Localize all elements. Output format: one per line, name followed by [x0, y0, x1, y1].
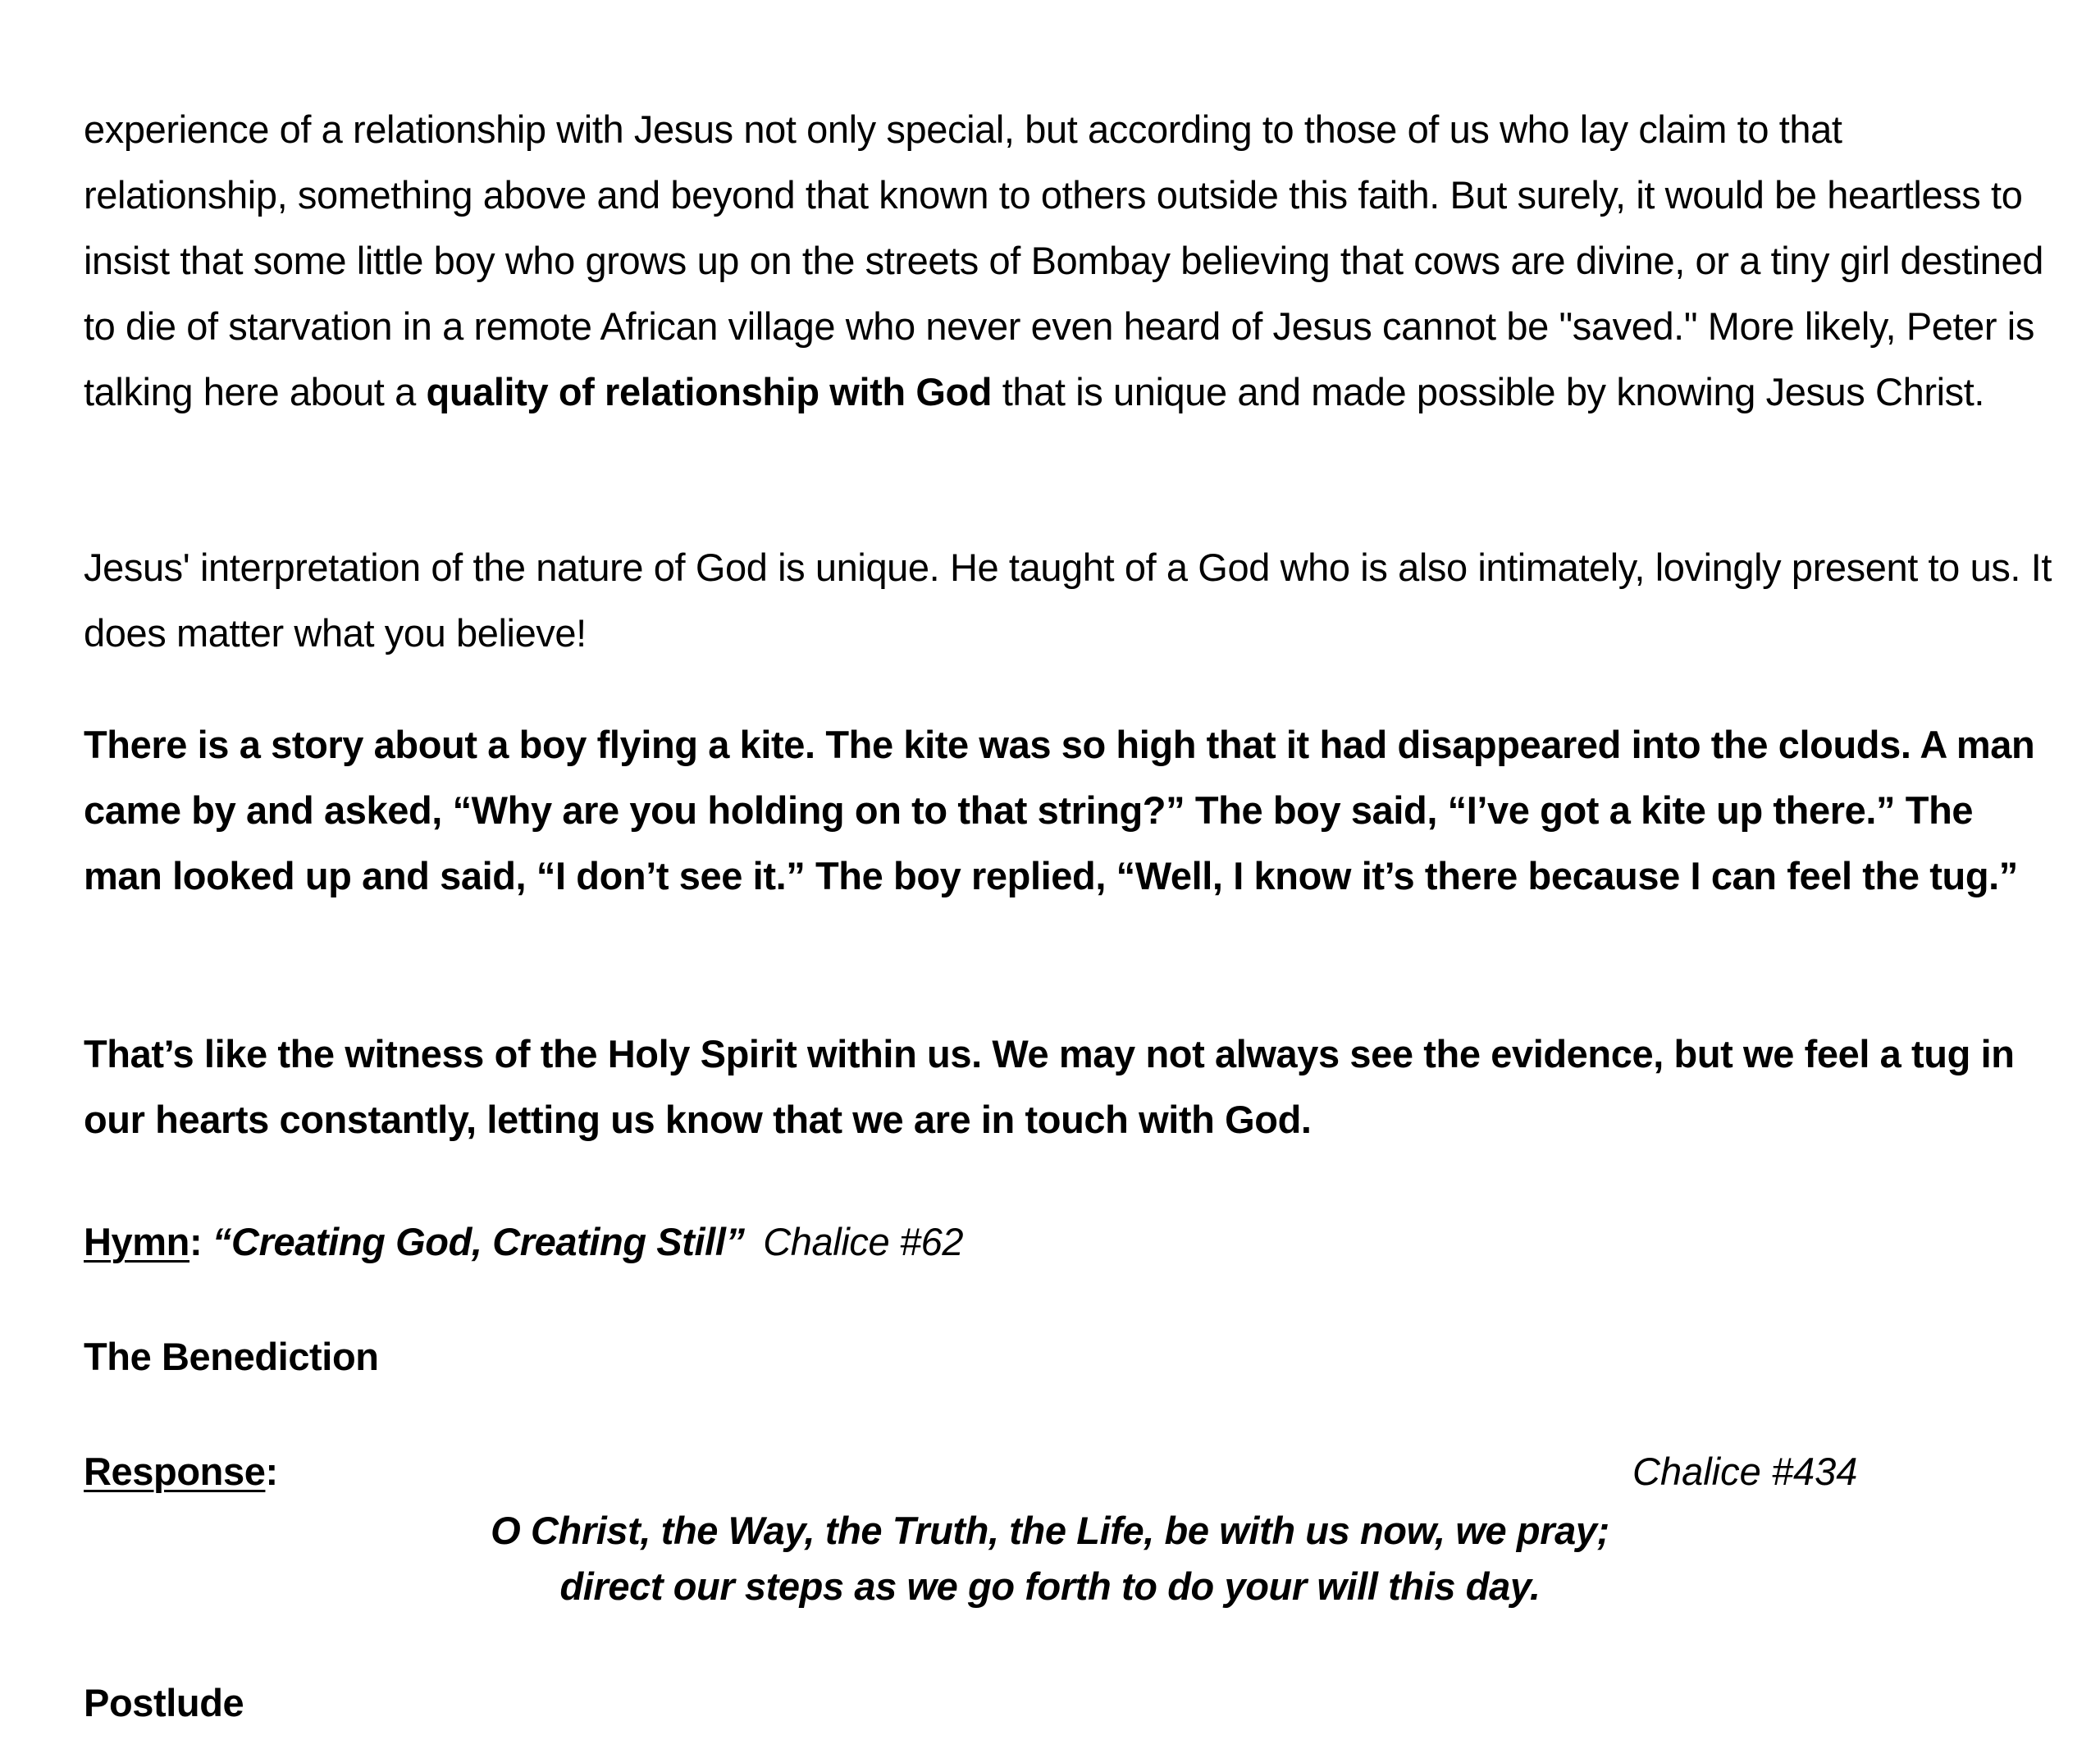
paragraph-holy-spirit — [84, 1021, 2052, 1153]
hymn-label: Hymn — [84, 1220, 189, 1263]
paragraph-relationship-bold: quality of relationship with God — [426, 370, 993, 413]
paragraph-relationship-end: that is unique and made possible by knowing Jesus Christ. — [992, 370, 1985, 413]
response-colon: : — [265, 1450, 278, 1493]
hymn-line — [84, 1217, 963, 1267]
hymn-colon: : — [189, 1220, 203, 1263]
paragraph-kite-story-text: There is a story about a boy flying a kite. The kite was so high that it had disappeared into the clouds. A man came by and asked, “Why are you holding on to that string?” The boy said, “I’ve got a kite up there.” The man looked up and said, “I don’t see it.” The boy replied, “Well, I know it’s there because I can feel the tug.” — [84, 723, 2035, 897]
paragraph-nature-of-god-text: Jesus' interpretation of the nature of God is unique. He taught of a God who is also intimately, lovingly present to us. It does matter what you believe! — [84, 546, 2052, 655]
paragraph-kite-story — [84, 712, 2052, 909]
response-reference: Chalice #434 — [1632, 1450, 1858, 1493]
response-label: Response — [84, 1450, 266, 1493]
paragraph-relationship — [84, 97, 2052, 425]
postlude-heading: Postlude — [84, 1681, 244, 1724]
paragraph-holy-spirit-text: That’s like the witness of the Holy Spirit within us. We may not always see the evidence, but we feel a tug in our hearts constantly, letting us know that we are in touch with God. — [84, 1032, 2015, 1141]
hymn-reference: Chalice #62 — [763, 1220, 964, 1263]
benediction-heading: The Benediction — [84, 1335, 379, 1378]
paragraph-relationship-text: experience of a relationship with Jesus not only special, but according to those of us who lay claim to that relationship, something above and beyond that known to others outside this faith. But surely, it would be heartless to insist that some little boy who grows up on the streets of Bombay believing that cows are divine, or a tiny girl destined to die of starvation in a remote African village who never even heard of Jesus cannot be "saved." More likely, Peter is talking here about a — [84, 107, 2044, 413]
response-line — [84, 1447, 278, 1496]
response-text-line-1: O Christ, the Way, the Truth, the Life, be with us now, we pray; — [491, 1509, 1609, 1552]
response-text-line-2: direct our steps as we go forth to do your will this day. — [559, 1564, 1541, 1608]
hymn-title: “Creating God, Creating Still” — [212, 1220, 745, 1263]
paragraph-nature-of-god — [84, 535, 2052, 666]
